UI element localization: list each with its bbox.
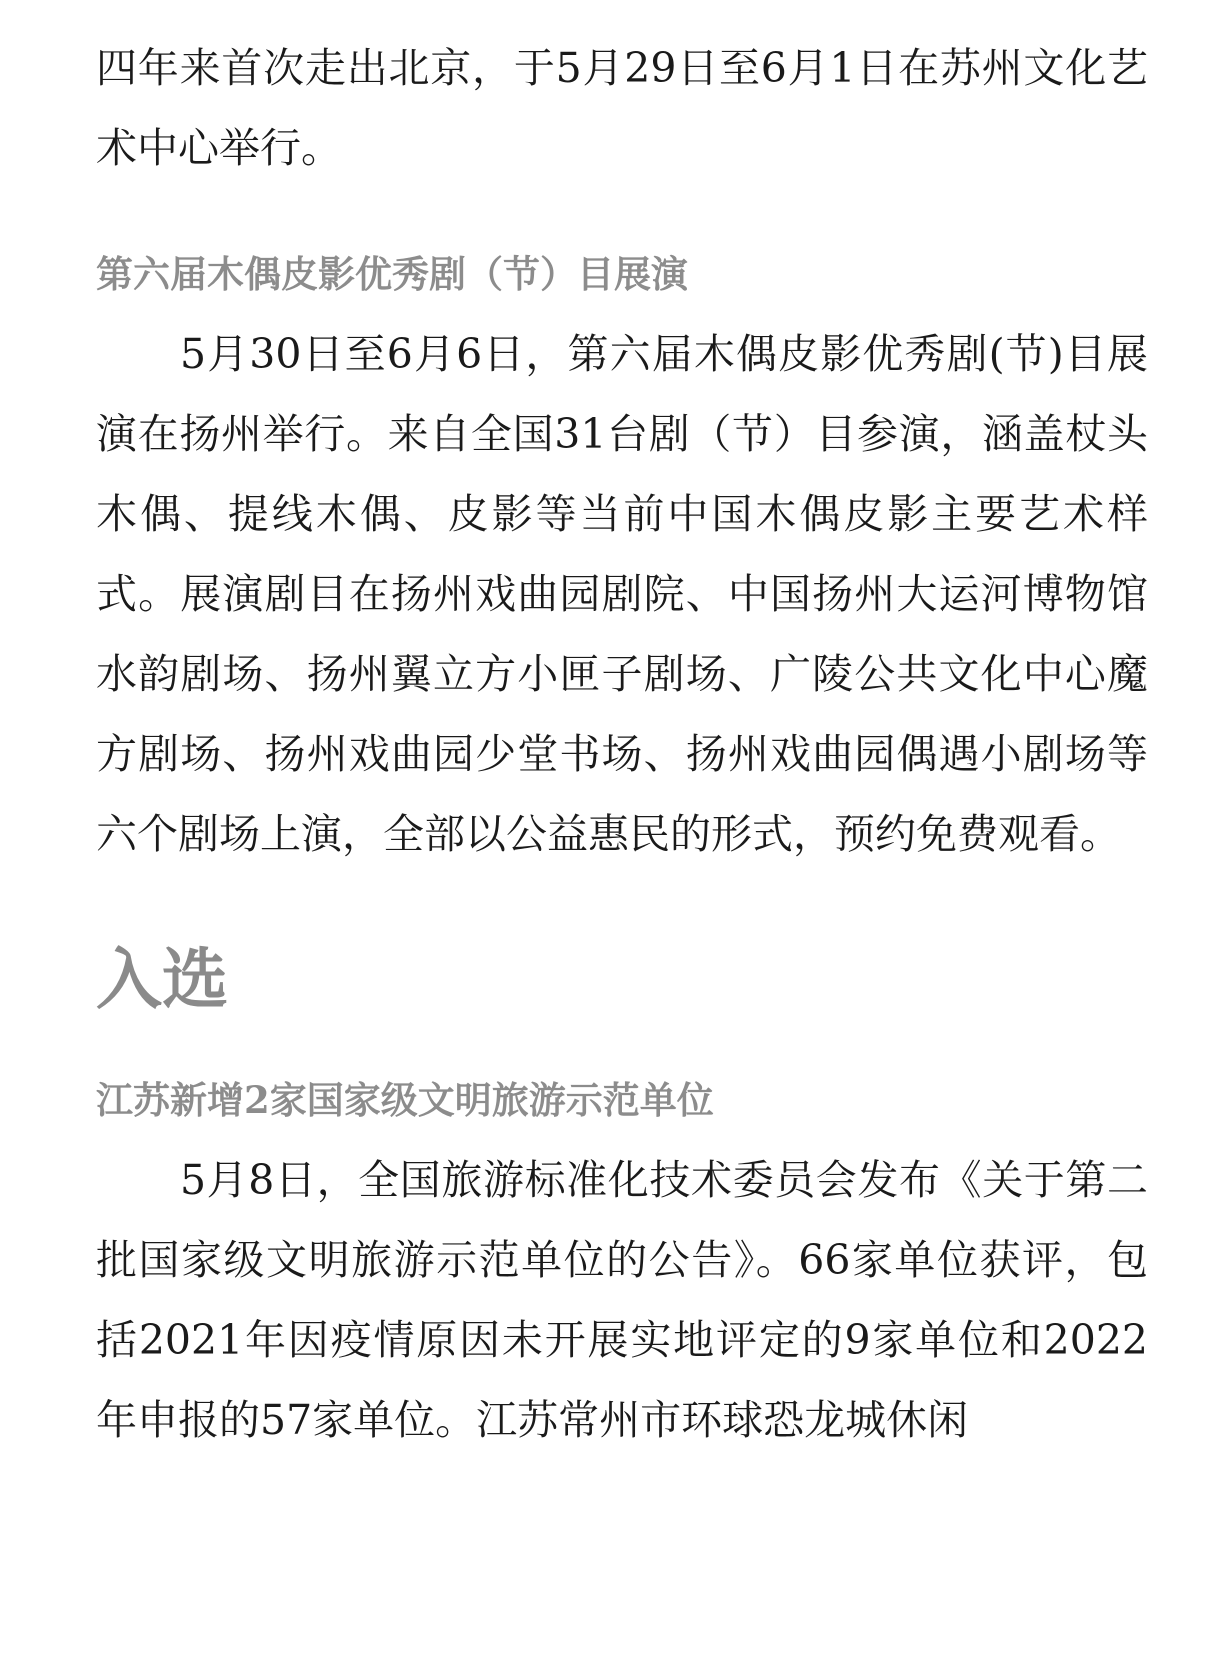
document-page (96, 28, 1148, 1460)
selected-paragraph: 5月8日，全国旅游标准化技术委员会发布《关于第二批国家级文明旅游示范单位的公告》。66家单位获评，包括2021年因疫情原因未开展实地评定的9家单位和2022年申报的57家单位。江苏常州市环球恐龙城休闲 (96, 1156, 1148, 1444)
spacer (96, 874, 1148, 930)
spacer (96, 188, 1148, 234)
puppet-show-heading: 第六届木偶皮影优秀剧（节）目展演 (96, 252, 688, 296)
section-title-selected: 入选 (96, 941, 228, 1018)
selected-subheading: 江苏新增2家国家级文明旅游示范单位 (96, 1078, 714, 1122)
intro-paragraph: 四年来首次走出北京，于5月29日至6月1日在苏州文化艺术中心举行。 (96, 44, 1148, 172)
puppet-show-paragraph: 5月30日至6月6日，第六届木偶皮影优秀剧(节)目展演在扬州举行。来自全国31台剧（节）目参演，涵盖杖头木偶、提线木偶、皮影等当前中国木偶皮影主要艺术样式。展演剧目在扬州戏曲园剧院、中国扬州大运河博物馆水韵剧场、扬州翼立方小匣子剧场、广陵公共文化中心魔方剧场、扬州戏曲园少堂书场、扬州戏曲园偶遇小剧场等六个剧场上演，全部以公益惠民的形式，预约免费观看。 (96, 330, 1148, 858)
spacer (96, 1030, 1148, 1060)
